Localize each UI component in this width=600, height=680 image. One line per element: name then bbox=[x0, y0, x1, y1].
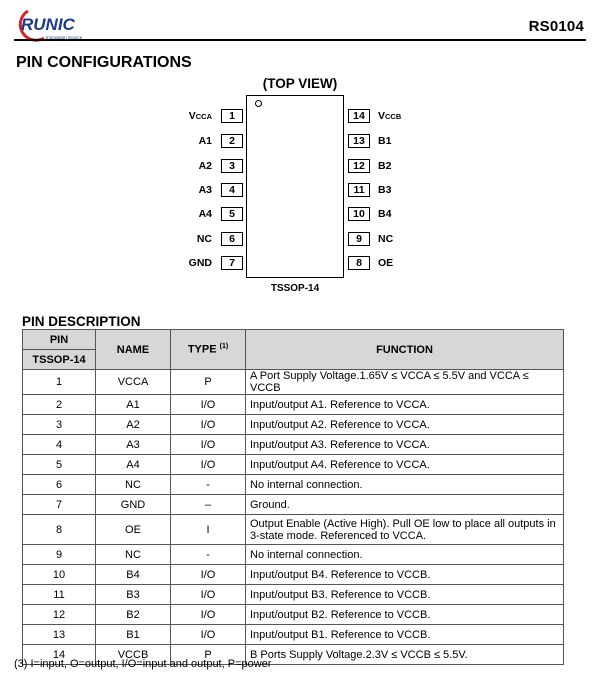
cell-type: – bbox=[171, 495, 246, 515]
section-title-pin-configurations: PIN CONFIGURATIONS bbox=[16, 54, 192, 71]
cell-function: No internal connection. bbox=[246, 475, 564, 495]
cell-pin: 12 bbox=[23, 605, 96, 625]
pin-number-box: 3 bbox=[221, 159, 243, 173]
pin-label-right: NC bbox=[378, 233, 394, 245]
table-row bbox=[23, 495, 564, 515]
cell-pin: 4 bbox=[23, 435, 96, 455]
table-row bbox=[23, 565, 564, 585]
pin-label-left: A4 bbox=[198, 208, 212, 220]
cell-type: I/O bbox=[171, 565, 246, 585]
pin-label-right: B2 bbox=[378, 160, 392, 172]
table-row bbox=[23, 585, 564, 605]
cell-name: NC bbox=[96, 475, 171, 495]
header-name: NAME bbox=[96, 330, 171, 370]
cell-name: B1 bbox=[96, 625, 171, 645]
pin-number-box: 10 bbox=[348, 207, 370, 221]
pin-number-box: 8 bbox=[348, 256, 370, 270]
header-pin: PIN bbox=[23, 330, 96, 350]
pin-number-box: 12 bbox=[348, 159, 370, 173]
cell-name: B3 bbox=[96, 585, 171, 605]
cell-function: Input/output A2. Reference to VCCA. bbox=[246, 415, 564, 435]
pin-number-box: 4 bbox=[221, 183, 243, 197]
cell-pin: 5 bbox=[23, 455, 96, 475]
pin-number-box: 2 bbox=[221, 134, 243, 148]
table-row bbox=[23, 455, 564, 475]
cell-pin: 1 bbox=[23, 370, 96, 395]
table-row bbox=[23, 395, 564, 415]
cell-type: I bbox=[171, 515, 246, 545]
cell-name: A2 bbox=[96, 415, 171, 435]
table-row bbox=[23, 605, 564, 625]
header-divider bbox=[14, 39, 586, 41]
pin-label-left: NC bbox=[196, 233, 212, 245]
cell-name: GND bbox=[96, 495, 171, 515]
cell-function: Input/output A3. Reference to VCCA. bbox=[246, 435, 564, 455]
cell-type: - bbox=[171, 545, 246, 565]
table-row bbox=[23, 435, 564, 455]
pin-label-right: VCCB bbox=[378, 110, 402, 122]
cell-pin: 14 bbox=[23, 645, 96, 665]
table-row bbox=[23, 625, 564, 645]
cell-type: I/O bbox=[171, 415, 246, 435]
cell-name: A1 bbox=[96, 395, 171, 415]
pin-number-box: 13 bbox=[348, 134, 370, 148]
footnote: (3) I=input, O=output, I/O=input and output, P=power bbox=[14, 658, 272, 670]
cell-type: P bbox=[171, 370, 246, 395]
runic-logo bbox=[14, 6, 98, 42]
cell-function: Input/output A4. Reference to VCCA. bbox=[246, 455, 564, 475]
cell-function: A Port Supply Voltage.1.65V ≤ VCCA ≤ 5.5V and VCCA ≤ VCCB bbox=[246, 370, 564, 395]
pin-number-box: 14 bbox=[348, 109, 370, 123]
cell-type: I/O bbox=[171, 435, 246, 455]
cell-name: B4 bbox=[96, 565, 171, 585]
cell-name: A3 bbox=[96, 435, 171, 455]
cell-pin: 7 bbox=[23, 495, 96, 515]
cell-pin: 10 bbox=[23, 565, 96, 585]
section-title-pin-description: PIN DESCRIPTION bbox=[22, 314, 141, 329]
cell-type: I/O bbox=[171, 585, 246, 605]
cell-function: Input/output B1. Reference to VCCB. bbox=[246, 625, 564, 645]
logo-tagline: Innovation Source bbox=[46, 35, 83, 40]
header-type: TYPE $^{(1)}$ bbox=[171, 330, 246, 370]
cell-type: I/O bbox=[171, 395, 246, 415]
table-row bbox=[23, 370, 564, 395]
cell-name: OE bbox=[96, 515, 171, 545]
cell-function: Input/output B4. Reference to VCCB. bbox=[246, 565, 564, 585]
cell-pin: 3 bbox=[23, 415, 96, 435]
pin-number-box: 11 bbox=[348, 183, 370, 197]
pin-description-table bbox=[22, 329, 564, 665]
cell-type: - bbox=[171, 475, 246, 495]
pin-number-box: 1 bbox=[221, 109, 243, 123]
pin-number-box: 5 bbox=[221, 207, 243, 221]
cell-type: I/O bbox=[171, 605, 246, 625]
cell-name: VCCA bbox=[96, 370, 171, 395]
pin-label-left: A1 bbox=[198, 135, 212, 147]
top-view-label: (TOP VIEW) bbox=[262, 76, 338, 91]
cell-pin: 2 bbox=[23, 395, 96, 415]
cell-name: B2 bbox=[96, 605, 171, 625]
pin-number-box: 6 bbox=[221, 232, 243, 246]
header-package: TSSOP-14 bbox=[23, 350, 96, 370]
pin-label-left: A2 bbox=[198, 160, 212, 172]
cell-function: Ground. bbox=[246, 495, 564, 515]
cell-pin: 11 bbox=[23, 585, 96, 605]
cell-function: Output Enable (Active High). Pull OE low to place all outputs in 3-state mode. Referenced to VCCA. bbox=[246, 515, 564, 545]
cell-function: No internal connection. bbox=[246, 545, 564, 565]
pin-label-left: GND bbox=[188, 257, 212, 269]
table-row bbox=[23, 545, 564, 565]
pin1-indicator bbox=[255, 100, 262, 107]
table-row bbox=[23, 475, 564, 495]
cell-name: VCCB bbox=[96, 645, 171, 665]
ic-package-body bbox=[246, 95, 344, 278]
logo-wordmark: RUNIC bbox=[21, 15, 75, 34]
cell-type: I/O bbox=[171, 455, 246, 475]
header-function: FUNCTION bbox=[246, 330, 564, 370]
table-row bbox=[23, 415, 564, 435]
cell-pin: 6 bbox=[23, 475, 96, 495]
cell-type: I/O bbox=[171, 625, 246, 645]
cell-function: Input/output A1. Reference to VCCA. bbox=[246, 395, 564, 415]
cell-name: NC bbox=[96, 545, 171, 565]
pin-label-right: B3 bbox=[378, 184, 392, 196]
cell-pin: 9 bbox=[23, 545, 96, 565]
pin-label-right: OE bbox=[378, 257, 394, 269]
cell-function: B Ports Supply Voltage.2.3V ≤ VCCB ≤ 5.5V. bbox=[246, 645, 564, 665]
cell-pin: 8 bbox=[23, 515, 96, 545]
cell-name: A4 bbox=[96, 455, 171, 475]
cell-function: Input/output B2. Reference to VCCB. bbox=[246, 605, 564, 625]
cell-type: P bbox=[171, 645, 246, 665]
pin-label-right: B4 bbox=[378, 208, 392, 220]
table-row bbox=[23, 515, 564, 545]
pin-number-box: 9 bbox=[348, 232, 370, 246]
pin-label-left: A3 bbox=[198, 184, 212, 196]
package-label: TSSOP-14 bbox=[270, 283, 320, 294]
cell-pin: 13 bbox=[23, 625, 96, 645]
pin-label-left: VCCA bbox=[188, 110, 212, 122]
pin-label-right: B1 bbox=[378, 135, 392, 147]
cell-function: Input/output B3. Reference to VCCB. bbox=[246, 585, 564, 605]
part-number: RS0104 bbox=[528, 18, 584, 35]
pin-number-box: 7 bbox=[221, 256, 243, 270]
